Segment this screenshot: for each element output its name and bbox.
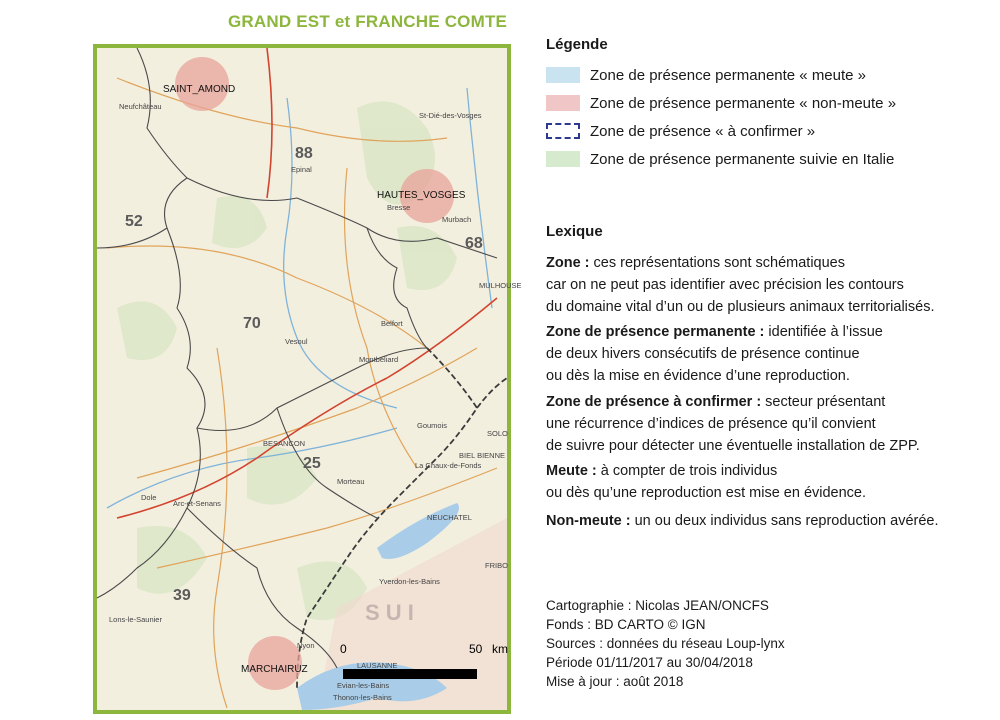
city-label: FRIBO [485,561,508,570]
city-label: Arc-et-Senans [173,499,221,508]
lexique-text: à compter de trois individus ou dès qu’une reproduction est mise en évidence. [546,463,867,501]
country-label-suisse: S U I [365,600,414,625]
lexique-entry-meute [546,460,986,504]
city-label: Dole [141,493,157,502]
lexique-entry-zpp [546,321,986,387]
city-label: Thonon-les-Bains [333,693,392,702]
city-label: Belfort [381,319,403,328]
credit-line: Cartographie : Nicolas JEAN/ONCFS [546,598,769,613]
city-label: SOLO [487,429,508,438]
map-canvas [97,48,522,710]
city-label: Epinal [291,165,312,174]
legend-item-non-meute [546,92,896,114]
map-title: GRAND EST et FRANCHE COMTE [228,12,508,31]
lexique-term: Zone de présence à confirmer : [546,394,762,410]
city-label: BESANCON [263,439,306,448]
city-label: NEUCHATEL [427,513,472,522]
legend-item-italie [546,148,894,170]
zone-marchairuz [248,636,302,690]
credits-block [546,596,785,691]
legend-swatch-dashed [546,123,580,139]
credit-line: Fonds : BD CARTO © IGN [546,617,706,632]
city-label: MULHOUSE [479,281,522,290]
lexique-entry-zone [546,252,986,318]
legend-item-a-confirmer [546,120,815,142]
city-label: Vesoul [285,337,308,346]
lexique-text: ces représentations sont schématiques car on ne peut pas identifier avec précision les contours du domaine vital d’un ou de plusieurs animaux territorialisés. [546,255,935,315]
lexique-text: secteur présentant une récurrence d’indices de présence qu’il convient de suivre pour détecter une éventuelle installation de ZPP. [546,394,920,454]
legend-label: Zone de présence permanente « meute » [590,66,867,84]
lexique-entry-non-meute [546,510,986,532]
lexique-heading: Lexique [546,223,603,240]
city-label: Nyon [297,641,315,650]
lexique-entry-a-confirmer [546,391,986,457]
dept-70: 70 [243,315,261,332]
lexique-term: Zone de présence permanente : [546,324,765,340]
zone-label-marchairuz: MARCHAIRUZ [241,664,308,675]
dept-39: 39 [173,587,191,604]
city-label: Murbach [442,215,472,224]
dept-68: 68 [465,235,483,252]
scale-unit: km [492,642,508,656]
dept-52: 52 [125,213,143,230]
scale-bar-rect [343,669,477,679]
lexique-term: Meute : [546,463,597,479]
city-label: Montbéliard [359,355,399,364]
legend-label: Zone de présence permanente « non-meute » [590,94,897,112]
city-label: Neufchâteau [119,102,162,111]
dept-88: 88 [295,145,313,162]
credit-line: Sources : données du réseau Loup-lynx [546,636,785,651]
legend-swatch-pink [546,95,580,111]
city-label: BIEL BIENNE [459,451,505,460]
lexique-term: Non-meute : [546,513,631,529]
city-label: Yverdon-les-Bains [379,577,440,586]
scale-start: 0 [340,642,347,656]
city-label: Evian-les-Bains [337,681,390,690]
city-label: St-Dié-des-Vosges [419,111,482,120]
scale-end: 50 [469,642,483,656]
lexique-term: Zone : [546,255,590,271]
zone-label-hautes-vosges: HAUTES_VOSGES [377,190,466,201]
city-label: La Chaux-de-Fonds [415,461,482,470]
credit-line: Période 01/11/2017 au 30/04/2018 [546,655,753,670]
city-label: Lons-le-Saunier [109,615,162,624]
city-label: Morteau [337,477,365,486]
credit-line: Mise à jour : août 2018 [546,674,684,689]
legend-label: Zone de présence « à confirmer » [590,122,816,140]
legend-heading: Légende [546,36,608,53]
lexique-text: un ou deux individus sans reproduction avérée. [630,513,939,529]
lexique-text: identifiée à l’issue de deux hivers consécutifs de présence continue ou dès la mise en évidence d’une reproduction. [546,324,883,384]
city-label: Bresse [387,203,411,212]
legend-swatch-green [546,151,580,167]
legend-label: Zone de présence permanente suivie en Italie [590,150,895,168]
map-frame[interactable] [93,44,522,714]
legend-swatch-blue [546,67,580,83]
city-label: LAUSANNE [357,661,398,670]
city-label: Goumois [417,421,448,430]
legend-item-meute [546,64,866,86]
zone-label-saint-amond: SAINT_AMOND [163,84,236,95]
dept-25: 25 [303,455,321,472]
